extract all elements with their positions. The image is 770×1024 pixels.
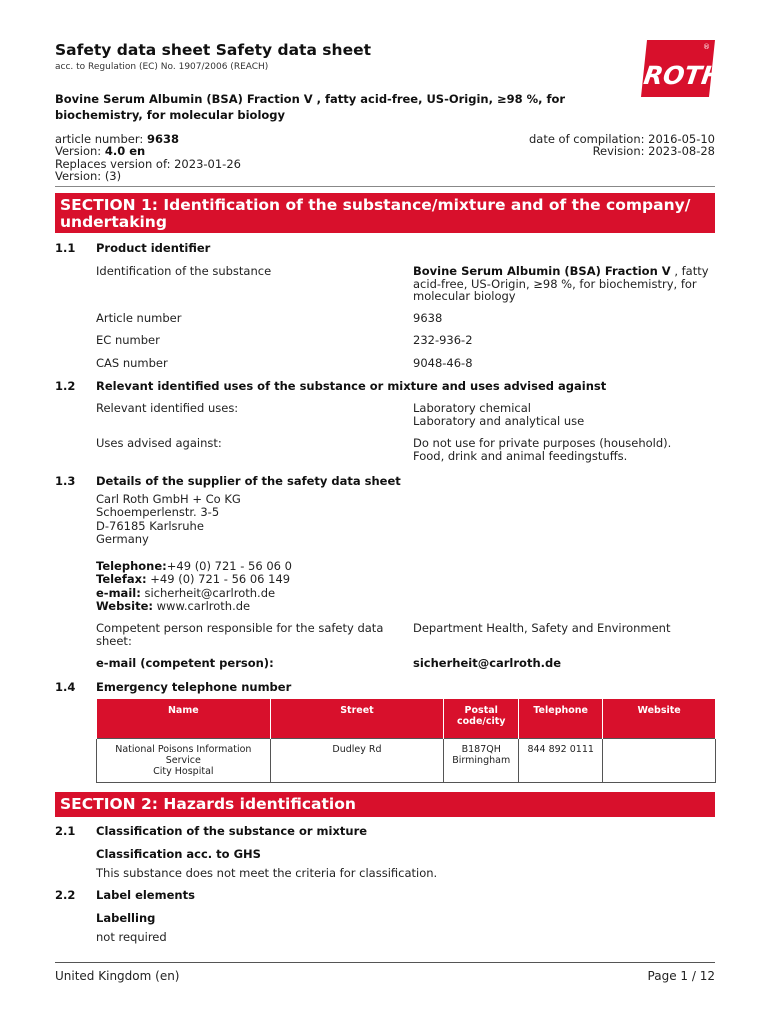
product-name: Bovine Serum Albumin (BSA) Fraction V , fatty acid-free, US-Origin, ≥98 %, for biochemistry, for molecular biology [55,92,566,122]
version-label: Version: [55,144,102,159]
labelling-title: Labelling [96,911,156,925]
competent-person-value: Department Health, Safety and Environment [413,621,671,635]
emergency-postal-line: B187QH [461,744,501,755]
telephone-label: Telephone: [96,559,167,573]
advised-label: Uses advised against: [96,436,222,450]
replaces-version: Replaces version of: 2023-01-26 [55,156,241,171]
website-label: Website: [96,599,153,614]
supplier-contacts [96,560,292,614]
subsection-number: 1.4 [55,680,76,694]
cas-value: 9048-46-8 [413,356,473,370]
emergency-postal-line: Birmingham [452,755,511,766]
competent-person-label: Competent person responsible for the safety data sheet: [96,621,384,648]
document-title: Safety data sheet Safety data sheet [55,41,372,59]
company-city: D-76185 Karlsruhe [96,518,204,533]
section-1-header: SECTION 1: Identification of the substance/mixture and of the company/ undertaking [55,193,715,233]
telephone-value: +49 (0) 721 - 56 06 0 [166,559,292,573]
document-meta-right [529,133,715,158]
roth-logo [641,40,725,97]
supplier-address [96,493,241,547]
column-header: Website [603,699,716,739]
subsection-number: 1.2 [55,379,76,393]
emergency-name-line: Service [165,755,201,766]
uses-value-line: Laboratory chemical [413,401,531,415]
cas-label: CAS number [96,356,168,370]
emergency-name [97,739,271,783]
labelling-text: not required [96,930,167,944]
identification-value-name: Bovine Serum Albumin (BSA) Fraction V [413,264,671,278]
emergency-website [603,739,716,783]
uses-label: Relevant identified uses: [96,401,239,415]
company-name: Carl Roth GmbH + Co KG [96,492,241,506]
identification-label: Identification of the substance [96,264,272,278]
subsection-title: Label elements [96,888,195,902]
uses-value-line: Laboratory and analytical use [413,413,585,428]
table-header-row [97,699,716,739]
footer-locale: United Kingdom (en) [55,969,180,983]
divider [55,186,715,187]
registered-mark: ® [703,43,710,51]
column-header: Postal code/city [444,699,519,739]
advised-value-line: Food, drink and animal feedingstuffs. [413,448,628,463]
column-header: Name [97,699,271,739]
ec-label: EC number [96,333,160,347]
telefax-label: Telefax: [96,572,147,587]
document-meta-left [55,133,241,183]
section-2-header: SECTION 2: Hazards identification [55,792,715,817]
article-number-value: 9638 [146,132,179,146]
subsection-number: 2.1 [55,824,76,838]
old-version: Version: (3) [55,169,122,184]
emergency-postal [444,739,519,783]
emergency-name-line: City Hospital [153,766,214,777]
subsection-title: Product identifier [96,241,211,255]
subsection-title: Details of the supplier of the safety data sheet [96,474,401,488]
page-number: Page 1 / 12 [647,969,715,983]
version-value: 4.0 en [104,144,146,159]
compilation-date: date of compilation: 2016-05-10 [528,132,715,146]
emergency-table [96,698,716,783]
column-header: Telephone [519,699,603,739]
footer-divider [55,962,715,963]
emergency-telephone: 844 892 0111 [519,739,603,783]
logo-text: ROTH [641,61,725,90]
competent-email-label: e-mail (competent person): [96,656,274,670]
subsection-number: 1.3 [55,474,76,488]
advised-value [413,437,715,462]
article-number-label: article number: [55,132,144,146]
column-header: Street [270,699,444,739]
subsection-title: Classification of the substance or mixture [96,824,368,838]
advised-value-line: Do not use for private purposes (household). [413,436,672,450]
email-label: e-mail: [96,585,141,600]
company-street: Schoemperlenstr. 3-5 [96,505,220,520]
article-value: 9638 [413,311,443,325]
website-link[interactable]: www.carlroth.de [153,599,251,614]
table-row [97,739,716,783]
ghs-text: This substance does not meet the criteria for classification. [96,866,438,880]
emergency-street: Dudley Rd [270,739,444,783]
company-country: Germany [96,532,149,547]
ec-value: 232-936-2 [413,333,473,347]
ghs-title: Classification acc. to GHS [96,847,261,861]
telefax-value: +49 (0) 721 - 56 06 149 [146,572,291,587]
emergency-name-line: National Poisons Information [115,744,252,755]
regulation-note: acc. to Regulation (EC) No. 1907/2006 (REACH) [55,62,269,72]
identification-value [413,265,715,303]
subsection-title: Relevant identified uses of the substance or mixture and uses advised against [96,379,607,393]
identification-value-rest: , fatty acid-free, US-Origin, ≥98 %, for biochemistry, for molecular biology [413,264,709,303]
revision-date: Revision: 2023-08-28 [592,144,715,159]
subsection-number: 2.2 [55,888,76,902]
subsection-title: Emergency telephone number [96,680,292,694]
competent-email-value[interactable]: sicherheit@carlroth.de [413,656,562,670]
uses-value [413,402,715,427]
article-label: Article number [96,311,182,325]
subsection-number: 1.1 [55,241,76,255]
email-link[interactable]: sicherheit@carlroth.de [140,585,276,600]
